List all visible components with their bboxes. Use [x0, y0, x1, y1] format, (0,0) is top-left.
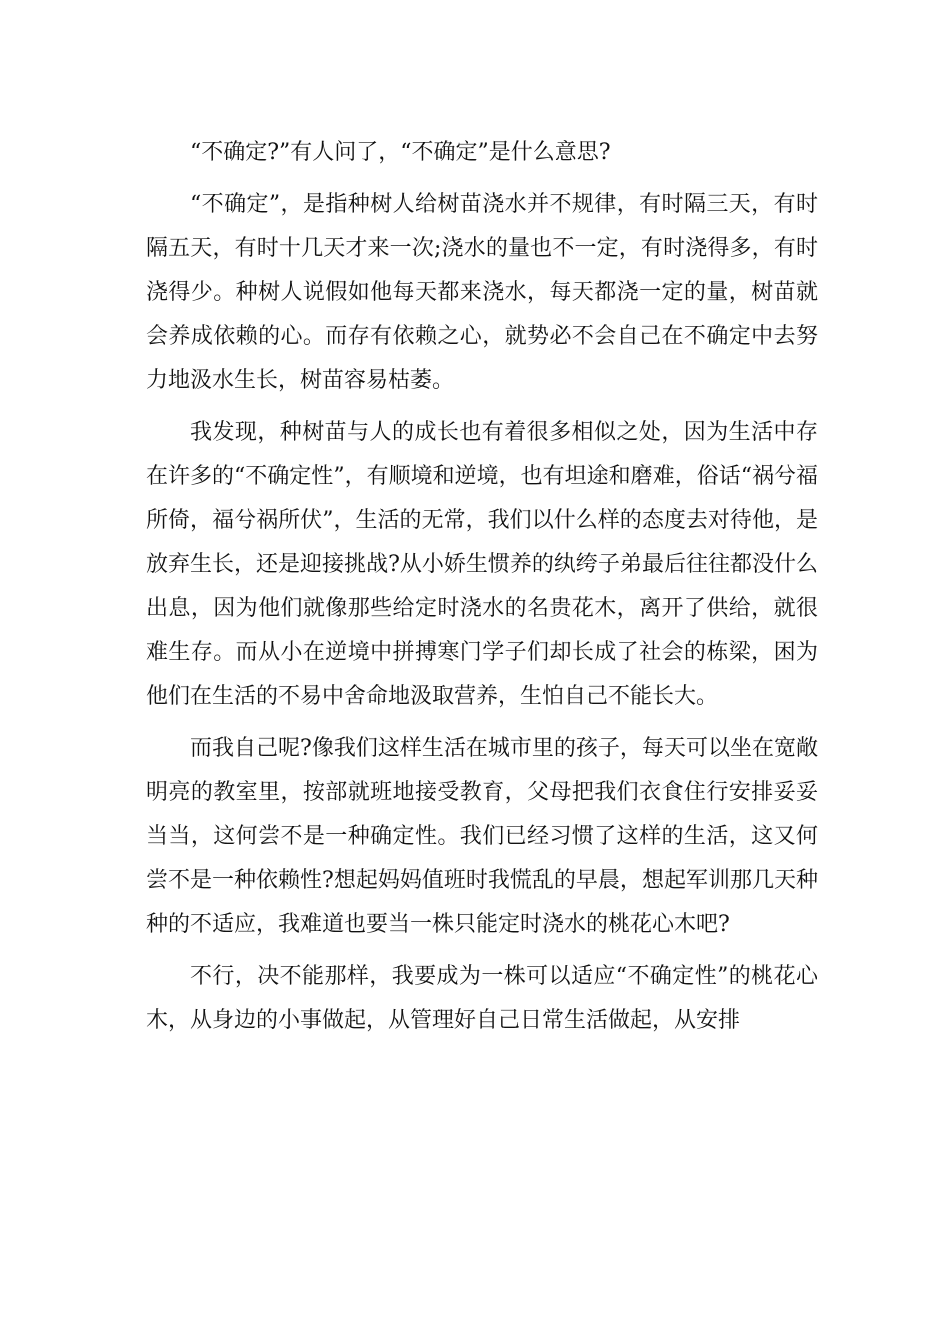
document-body: [146, 131, 818, 1051]
paragraph-1: “不确定?”有人问了，“不确定”是什么意思?: [190, 140, 611, 165]
paragraph-4: 而我自己呢?像我们这样生活在城市里的孩子，每天可以坐在宽敞明亮的教室里，按部就班地接受教育，父母把我们衣食住行安排妥妥当当，这何尝不是一种确定性。我们已经习惯了这样的生活，这又何尝不是一种依赖性?想起妈妈值班时我慌乱的早晨，想起军训那几天种种的不适应，我难道也要当一株只能定时浇水的桃花心木吧?: [146, 736, 818, 937]
paragraph-2: “不确定”，是指种树人给树苗浇水并不规律，有时隔三天，有时隔五天，有时十几天才来一次;浇水的量也不一定，有时浇得多，有时浇得少。种树人说假如他每天都来浇水，每天都浇一定的量，树苗就会养成依赖的心。而存有依赖之心，就势必不会自己在不确定中去努力地汲水生长，树苗容易枯萎。: [146, 192, 818, 393]
paragraph-3: 我发现，种树苗与人的成长也有着很多相似之处，因为生活中存在许多的“不确定性”，有顺境和逆境，也有坦途和磨难，俗话“祸兮福所倚，福兮祸所伏”，生活的无常，我们以什么样的态度去对待他，是放弃生长，还是迎接挑战?从小娇生惯养的纨绔子弟最后往往都没什么出息，因为他们就像那些给定时浇水的名贵花木，离开了供给，就很难生存。而从小在逆境中拼搏寒门学子们却长成了社会的栋梁，困为他们在生活的不易中舍命地汲取营养，生怕自己不能长大。: [146, 420, 818, 709]
paragraph-5: 不行，决不能那样，我要成为一株可以适应“不确定性”的桃花心木，从身边的小事做起，从管理好自己日常生活做起，从安排: [146, 964, 818, 1033]
